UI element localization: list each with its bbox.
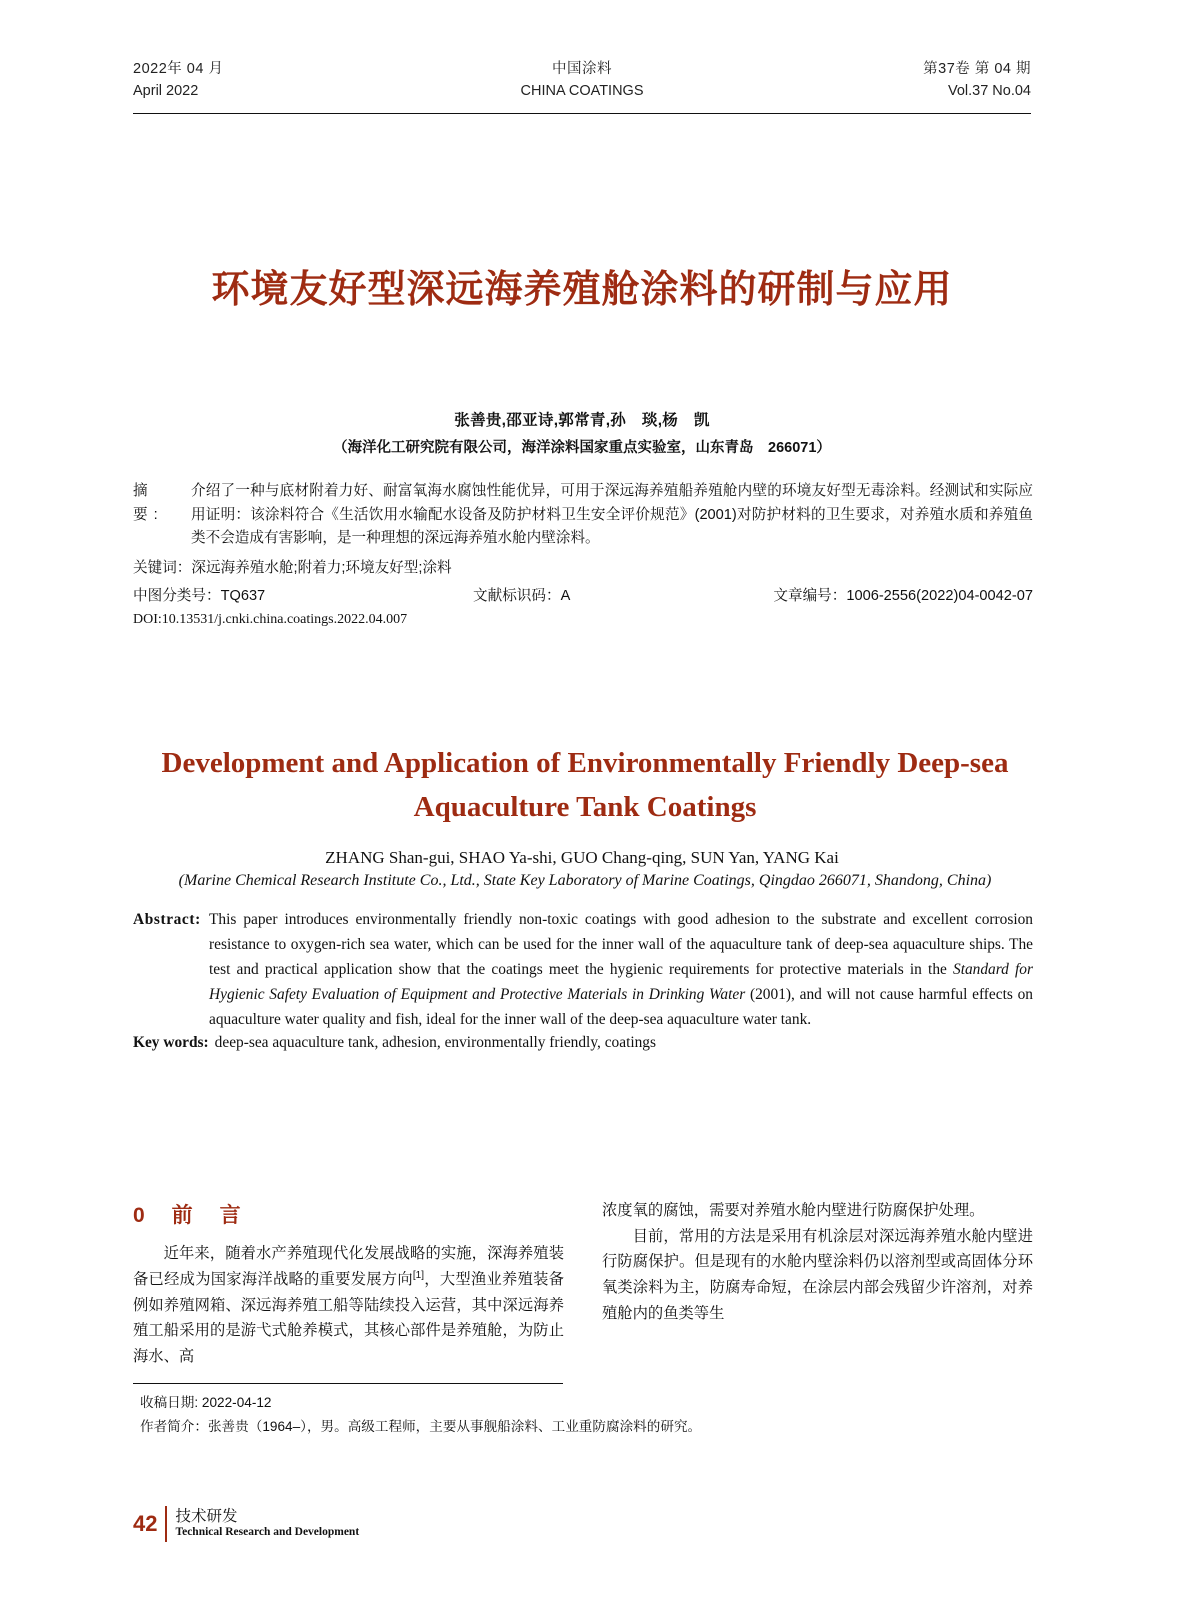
- doi: DOI:10.13531/j.cnki.china.coatings.2022.04.007: [133, 612, 408, 627]
- footnote-rule: [133, 1383, 563, 1384]
- footer-section-cn: 技术研发: [175, 1507, 238, 1525]
- abstract-en-standard-title: Standard for Hygienic Safety Evaluation of Equipment and Protective Materials in Drinking Water: [209, 960, 1033, 1003]
- affiliation-cn: （海洋化工研究院有限公司，海洋涂料国家重点实验室，山东青岛 266071）: [333, 440, 831, 456]
- footnotes: [140, 1391, 1020, 1439]
- keywords-en: [133, 1034, 1033, 1052]
- page-title-cn: 环境友好型深远海养殖舱涂料的研制与应用: [211, 269, 953, 311]
- abstract-en: [133, 908, 1033, 1033]
- running-head: [133, 58, 1031, 103]
- body-paragraph-right-1: 浓度氧的腐蚀，需要对养殖水舱内壁进行防腐保护处理。: [602, 1202, 985, 1219]
- footnote-author-bio: 作者简介：张善贵（1964–），男。高级工程师，主要从事舰船涂料、工业重防腐涂料的研究。: [140, 1418, 702, 1434]
- article-id: 文章编号：1006-2556(2022)04-0042-07: [773, 588, 1033, 604]
- footer-divider: [165, 1506, 167, 1542]
- abstract-label-en: Abstract:: [133, 911, 201, 928]
- abstract-cn: [133, 480, 1033, 551]
- running-head-volume-cn: 第37卷 第 04 期: [923, 61, 1031, 77]
- page-title-en: Development and Application of Environmentally Friendly Deep-sea Aquaculture Tank Coatings: [161, 747, 1009, 823]
- keywords-cn: 关键词：深远海养殖水舱;附着力;环境友好型;涂料: [133, 560, 452, 576]
- abstract-text-en: [209, 908, 1033, 1033]
- body-left-1b: ，大型渔业养殖装备例如养殖网箱、深远海养殖工船等陆续投入运营，其中深远海养殖工船采用的是游弋式舱养模式，其核心部件是养殖舱，为防止海水、高: [133, 1270, 564, 1366]
- classification-row-cn: [133, 584, 1033, 605]
- body-paragraph-right-2: 目前，常用的方法是采用有机涂层对深远海养殖水舱内壁进行防腐保护。但是现有的水舱内壁涂料仍以溶剂型或高固体分环氧类涂料为主，防腐寿命短，在涂层内部会残留少许溶剂，对养殖舱内的鱼类等生: [602, 1227, 1033, 1322]
- page-number: 42: [133, 1511, 158, 1536]
- body-column-left: [133, 1198, 564, 1370]
- authors-cn: 张善贵,邵亚诗,郭常青,孙 琰,杨 凯: [454, 412, 710, 429]
- running-head-rule: [133, 113, 1031, 114]
- abstract-text-cn: 介绍了一种与底材附着力好、耐富氧海水腐蚀性能优异，可用于深远海养殖船养殖舱内壁的环境友好型无毒涂料。经测试和实际应用证明：该涂料符合《生活饮用水输配水设备及防护材料卫生安全评价规范》(2001)对防护材料的卫生要求，对养殖水质和养殖鱼类不会造成有害影响，是一种理想的深远海养殖水舱内壁涂料。: [191, 483, 1033, 547]
- running-head-date-en: April 2022: [133, 83, 199, 100]
- footnote-received-date: 收稿日期: 2022-04-12: [140, 1395, 272, 1410]
- keywords-label-en: Key words:: [133, 1034, 209, 1051]
- body-paragraph-left-1: [133, 1241, 564, 1369]
- running-head-row-cn: [133, 58, 1031, 80]
- section-heading-introduction: 0 前 言: [133, 1204, 244, 1227]
- running-head-journal-cn: 中国涂料: [552, 61, 612, 77]
- running-head-date-cn: 2022年 04 月: [133, 61, 224, 77]
- running-head-volume-en: Vol.37 No.04: [947, 83, 1031, 100]
- abstract-en-part1: This paper introduces environmentally friendly non-toxic coatings with good adhesion to the substrate and excellent corrosion resistance to oxygen-rich sea water, which can be used for the inner wall of the aquaculture tank of deep-sea aquaculture ships. The test and practical application show that the coatings meet the hygienic requirements for protective materials in the: [209, 911, 1033, 978]
- running-head-journal-en: CHINA COATINGS: [520, 83, 644, 100]
- citation-ref-1: [1]: [412, 1269, 425, 1281]
- footer-section-label: [175, 1508, 359, 1540]
- page-footer: [133, 1506, 1031, 1542]
- clc-number: 中图分类号：TQ637: [133, 588, 266, 604]
- abstract-label-cn: 摘 要:: [133, 483, 175, 523]
- affiliation-en: (Marine Chemical Research Institute Co., Ltd., State Key Laboratory of Marine Coatings, Qingdao 266071, Shandong, China): [178, 872, 992, 889]
- body-column-right: [602, 1198, 1033, 1370]
- running-head-row-en: [133, 80, 1031, 102]
- body-columns: [133, 1198, 1033, 1370]
- abstract-en-part2: (2001), and will not cause harmful effects on aquaculture water quality and fish, ideal for the inner wall of the deep-sea aquaculture water tank.: [209, 985, 1033, 1028]
- authors-en: ZHANG Shan-gui, SHAO Ya-shi, GUO Chang-qing, SUN Yan, YANG Kai: [325, 848, 839, 867]
- keywords-text-en: deep-sea aquaculture tank, adhesion, environmentally friendly, coatings: [214, 1034, 656, 1051]
- footer-section-en: Technical Research and Development: [175, 1526, 360, 1539]
- body-left-1a: 近年来，随着水产养殖现代化发展战略的实施，深海养殖装备已经成为国家海洋战略的重要发展方向: [133, 1245, 564, 1288]
- document-code: 文献标识码：A: [473, 588, 571, 604]
